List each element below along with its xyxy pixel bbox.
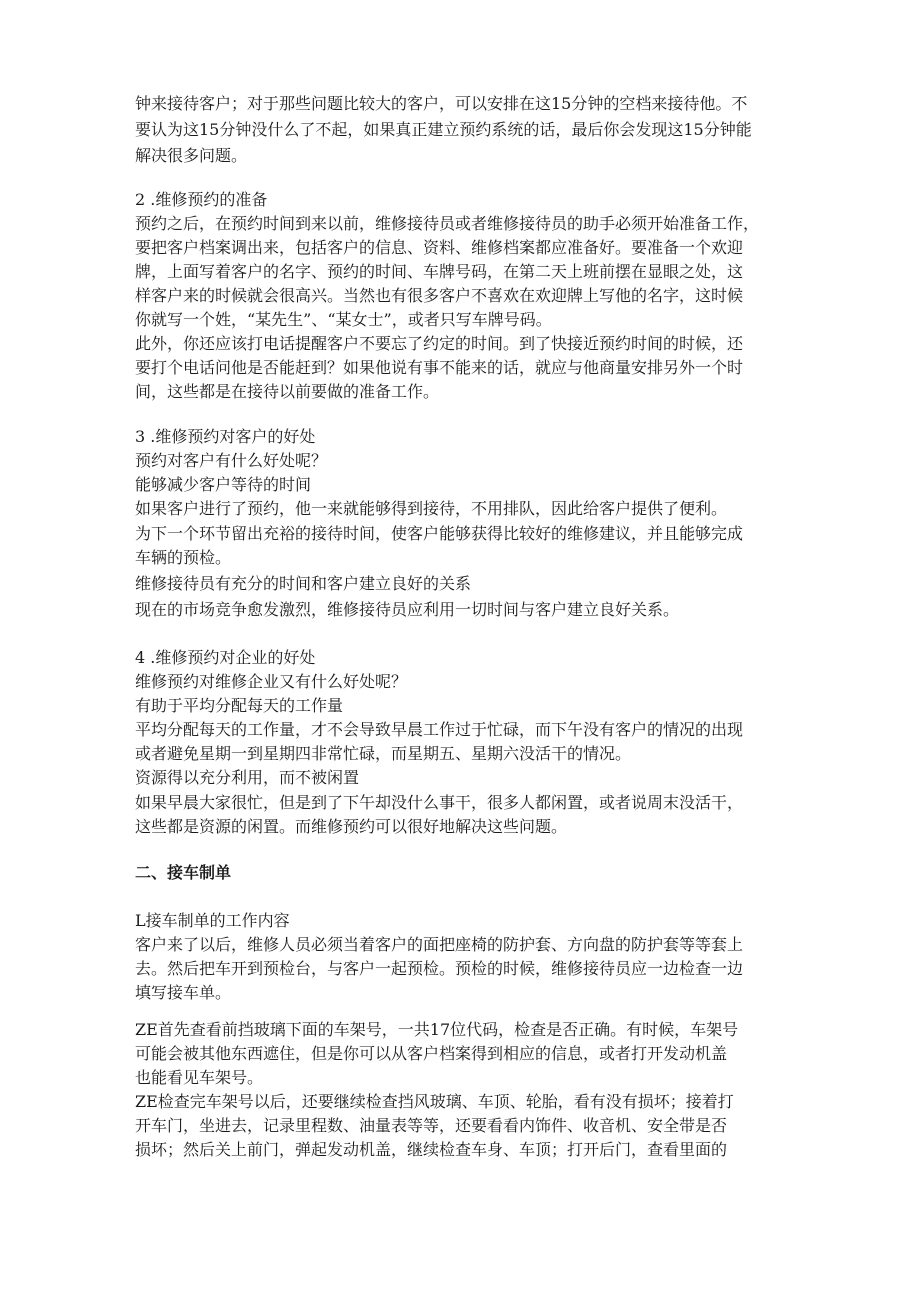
text-line: 要打个电话问他是否能赶到？如果他说有事不能来的话，就应与他商量安排另外一个时 xyxy=(135,358,744,377)
text-line: 填写接车单。 xyxy=(135,983,232,1002)
text-line: 资源得以充分利用，而不被闲置 xyxy=(135,768,360,787)
text-line: 也能看见车架号。 xyxy=(135,1068,264,1087)
text-line: 要认为这15分钟没什么了不起，如果真正建立预约系统的话，最后你会发现这15分钟能 xyxy=(135,120,752,139)
section-heading: 2 .维修预约的准备 xyxy=(135,190,268,209)
text-line: 这些都是资源的闲置。而维修预约可以很好地解决这些问题。 xyxy=(135,817,568,836)
text-line: 如果早晨大家很忙，但是到了下午却没什么事干，很多人都闲置，或者说周末没活干， xyxy=(135,793,744,812)
text-line: 车辆的预检。 xyxy=(135,548,232,567)
text-line: 预约之后，在预约时间到来以前，维修接待员或者维修接待员的助手必须开始准备工作， xyxy=(135,214,760,233)
text-line: 解决很多问题。 xyxy=(135,146,248,165)
text-line: 平均分配每天的工作量，才不会导致早晨工作过于忙碌，而下午没有客户的情况的出现 xyxy=(135,720,744,739)
text-line: 损坏；然后关上前门，弹起发动机盖，继续检查车身、车顶；打开后门，查看里面的 xyxy=(135,1140,728,1159)
text-line: 或者避免星期一到星期四非常忙碌，而星期五、星期六没活干的情况。 xyxy=(135,744,632,763)
text-line: 可能会被其他东西遮住，但是你可以从客户档案得到相应的信息，或者打开发动机盖 xyxy=(135,1044,728,1063)
text-line: 钟来接待客户；对于那些问题比较大的客户，可以安排在这15分钟的空档来接待他。不 xyxy=(135,94,748,113)
text-line: 要把客户档案调出来，包括客户的信息、资料、维修档案都应准备好。要准备一个欢迎 xyxy=(135,238,744,257)
text-line: 有助于平均分配每天的工作量 xyxy=(135,696,344,715)
text-line: 牌，上面写着客户的名字、预约的时间、车牌号码，在第二天上班前摆在显眼之处，这 xyxy=(135,262,744,281)
text-line: 开车门，坐进去，记录里程数、油量表等等，还要看看内饰件、收音机、安全带是否 xyxy=(135,1116,728,1135)
text-line: 去。然后把车开到预检台，与客户一起预检。预检的时候，维修接待员应一边检查一边 xyxy=(135,959,744,978)
section-heading: 3 .维修预约对客户的好处 xyxy=(135,427,316,446)
text-line: 预约对客户有什么好处呢？ xyxy=(135,451,328,470)
text-line: 你就写一个姓，“某先生”、“某女士”，或者只写车牌号码。 xyxy=(135,310,552,329)
text-line: 样客户来的时候就会很高兴。当然也有很多客户不喜欢在欢迎牌上写他的名字，这时候 xyxy=(135,286,744,305)
text-line: 间，这些都是在接待以前要做的准备工作。 xyxy=(135,382,440,401)
text-line: ZE首先查看前挡玻璃下面的车架号，一共17位代码，检查是否正确。有时候，车架号 xyxy=(135,1020,739,1039)
text-line: 维修预约对维修企业又有什么好处呢？ xyxy=(135,672,408,691)
section-heading: 4 .维修预约对企业的好处 xyxy=(135,648,316,667)
subsection-heading: L接车制单的工作内容 xyxy=(135,911,290,930)
text-line: ZE检查完车架号以后，还要继续检查挡风玻璃、车顶、轮胎，看有没有损坏；接着打 xyxy=(135,1092,734,1111)
text-line: 此外，你还应该打电话提醒客户不要忘了约定的时间。到了快接近预约时间的时候，还 xyxy=(135,334,744,353)
text-line: 如果客户进行了预约，他一来就能够得到接待，不用排队，因此给客户提供了便利。 xyxy=(135,499,728,518)
text-line: 现在的市场竞争愈发激烈，维修接待员应利用一切时间与客户建立良好关系。 xyxy=(135,600,680,619)
text-line: 为下一个环节留出充裕的接待时间，使客户能够获得比较好的维修建议，并且能够完成 xyxy=(135,524,744,543)
chapter-heading: 二、接车制单 xyxy=(135,863,232,882)
text-line: 客户来了以后，维修人员必须当着客户的面把座椅的防护套、方向盘的防护套等等套上 xyxy=(135,935,744,954)
text-line: 能够减少客户等待的时间 xyxy=(135,475,312,494)
text-line: 维修接待员有充分的时间和客户建立良好的关系 xyxy=(135,574,472,593)
